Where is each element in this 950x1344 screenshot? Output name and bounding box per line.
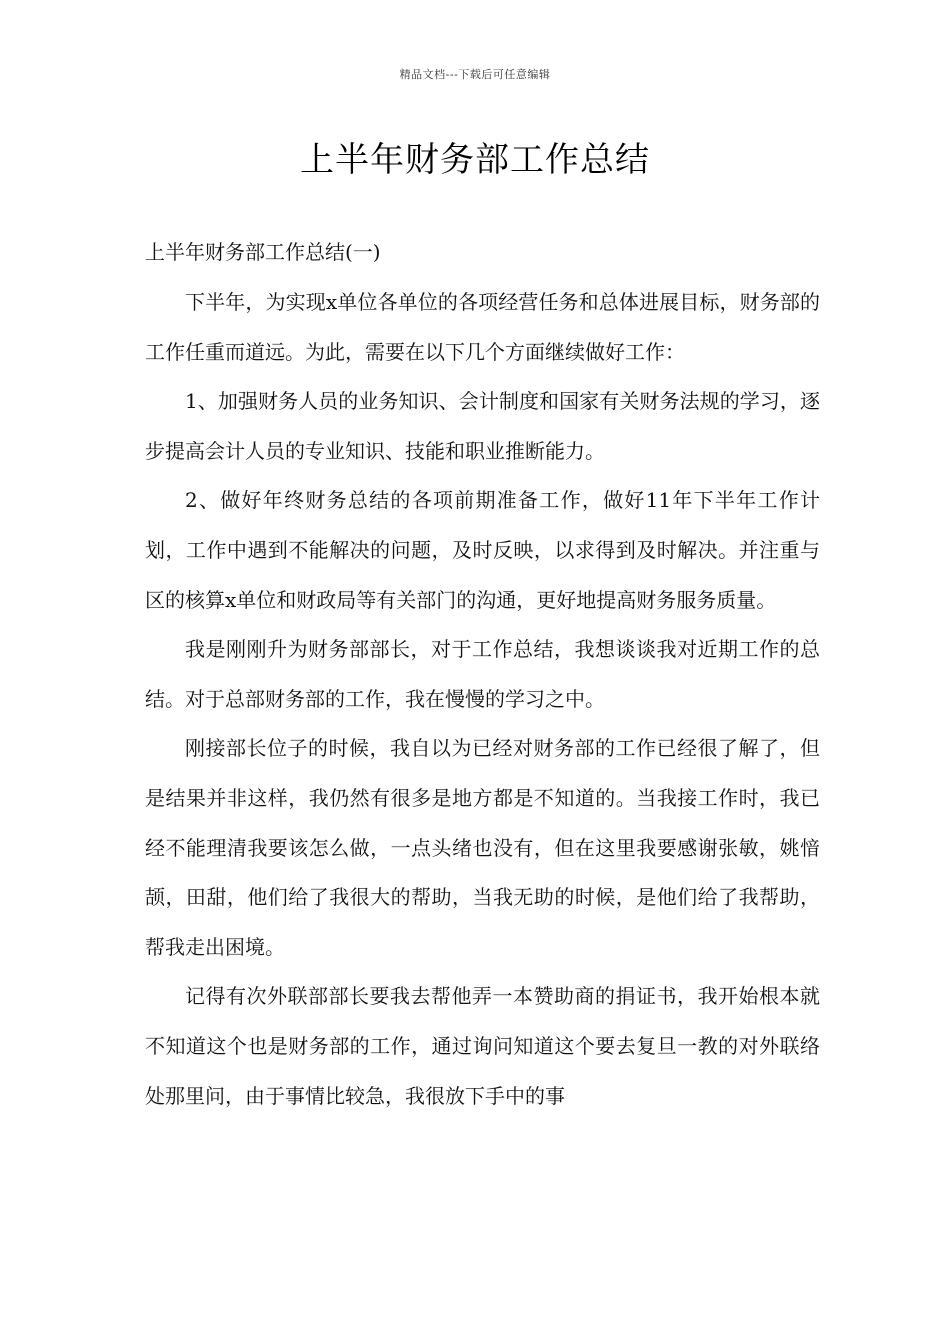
paragraph-sponsor-story: 记得有次外联部部长要我去帮他弄一本赞助商的捐证书，我开始根本就不知道这个也是财务部的工作，通过询问知道这个要去复旦一教的对外联络处那里问，由于事情比较急，我很放下手中的事 xyxy=(145,984,820,1108)
document-title: 上半年财务部工作总结 xyxy=(300,140,650,180)
paragraph-thanks: 刚接部长位子的时候，我自以为已经对财务部的工作已经很了解了，但是结果并非这样，我仍然有很多是地方都是不知道的。当我接工作时，我已经不能理清我要该怎么做，一点头绪也没有，但在这里我要感谢张敏，姚愔颉，田甜，他们给了我很大的帮助，当我无助的时候，是他们给了我帮助，帮我走出困境。 xyxy=(145,736,820,959)
document-body xyxy=(145,228,820,1121)
paragraph-intro: 下半年，为实现x单位各单位的各项经营任务和总体进展目标，财务部的工作任重而道远。为此，需要在以下几个方面继续做好工作： xyxy=(145,290,820,364)
paragraph-item-1: 1、加强财务人员的业务知识、会计制度和国家有关财务法规的学习，逐步提高会计人员的专业知识、技能和职业推断能力。 xyxy=(145,389,820,463)
section-heading: 上半年财务部工作总结(一) xyxy=(145,240,381,264)
header-note: 精品文档---下载后可任意编辑 xyxy=(399,68,551,81)
paragraph-new-role: 我是刚刚升为财务部部长，对于工作总结，我想谈谈我对近期工作的总结。对于总部财务部的工作，我在慢慢的学习之中。 xyxy=(145,637,820,711)
paragraph-item-2: 2、做好年终财务总结的各项前期准备工作，做好11年下半年工作计划，工作中遇到不能解决的问题，及时反映，以求得到及时解决。并注重与区的核算x单位和财政局等有关部门的沟通，更好地提高财务服务质量。 xyxy=(145,488,820,612)
